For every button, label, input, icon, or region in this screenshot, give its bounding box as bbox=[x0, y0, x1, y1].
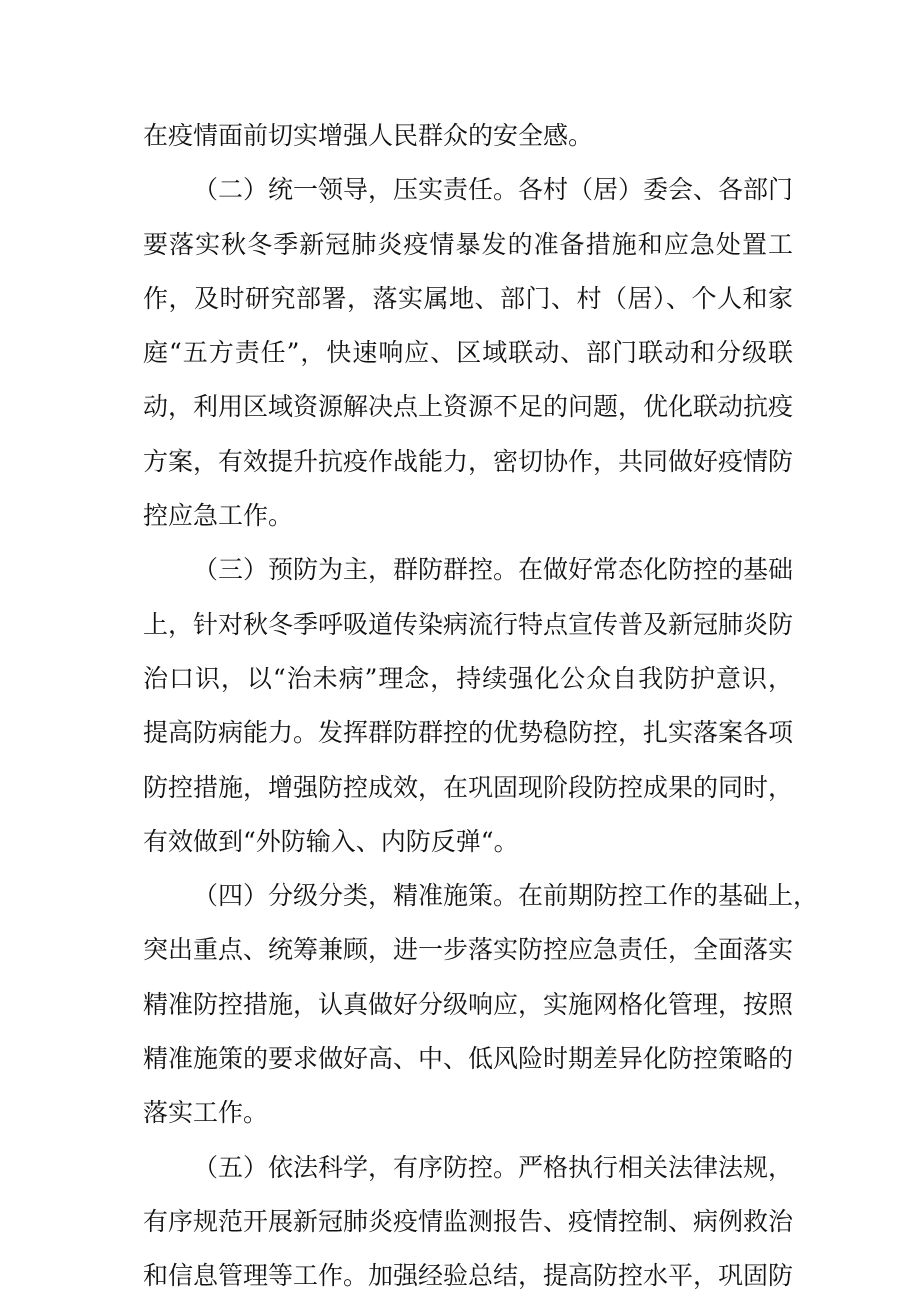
paragraph bbox=[143, 543, 793, 869]
text-line: 方案，有效提升抗疫作战能力，密切协作，共同做好疫情防 bbox=[143, 446, 794, 476]
text-line: 作，及时研究部署，落实属地、部门、村（居）、个人和家 bbox=[143, 283, 793, 313]
text-line: 控应急工作。 bbox=[143, 501, 294, 531]
text-line: 落实工作。 bbox=[143, 1098, 269, 1128]
text-line: 在疫情面前切实增强人民群众的安全感。 bbox=[143, 121, 594, 150]
text-line: 提高防病能力。发挥群防群控的优势稳防控，扎实落案各项 bbox=[143, 718, 794, 748]
text-line: （三）预防为主，群防群控。在做好常态化防控的基础 bbox=[193, 555, 794, 585]
text-line: 庭“五方责任”，快速响应、区域联动、部门联动和分级联 bbox=[143, 338, 793, 368]
text-line: 上，针对秋冬季呼吸道传染病流行特点宣传普及新冠肺炎防 bbox=[143, 609, 794, 639]
text-line: 动，利用区域资源解决点上资源不足的问题，优化联动抗疫 bbox=[143, 392, 794, 422]
paragraph bbox=[143, 1141, 793, 1304]
text-line: 有效做到“外防输入、内防反弹“。 bbox=[143, 826, 519, 856]
paragraph bbox=[143, 869, 819, 1140]
paragraph bbox=[143, 163, 793, 543]
text-line: 和信息管理等工作。加强经验总结，提高防控水平，巩固防 bbox=[143, 1261, 794, 1291]
text-line: （二）统一领导，压实责任。各村（居）委会、各部门 bbox=[193, 175, 794, 205]
paragraph bbox=[143, 109, 793, 163]
text-line: 防控措施，增强防控成效，在巩固现阶段防控成果的同时， bbox=[143, 772, 794, 802]
text-line: 治口识，以“治未病”理念，持续强化公众自我防护意识， bbox=[143, 663, 793, 693]
text-line: （四）分级分类，精准施策。在前期防控工作的基础上， bbox=[193, 881, 819, 911]
text-line: （五）依法科学，有序防控。严格执行相关法律法规， bbox=[193, 1152, 794, 1182]
text-line: 要落实秋冬季新冠肺炎疫情暴发的准备措施和应急处置工 bbox=[143, 229, 793, 259]
text-line: 突出重点、统筹兼顾，进一步落实防控应急责任，全面落实 bbox=[143, 935, 794, 965]
document-body bbox=[143, 109, 819, 1304]
text-line: 有序规范开展新冠肺炎疫情监测报告、疫情控制、病例救治 bbox=[143, 1206, 794, 1236]
text-line: 精准防控措施，认真做好分级响应，实施网格化管理，按照 bbox=[143, 989, 794, 1019]
text-line: 精准施策的要求做好高、中、低风险时期差异化防控策略的 bbox=[143, 1044, 794, 1074]
